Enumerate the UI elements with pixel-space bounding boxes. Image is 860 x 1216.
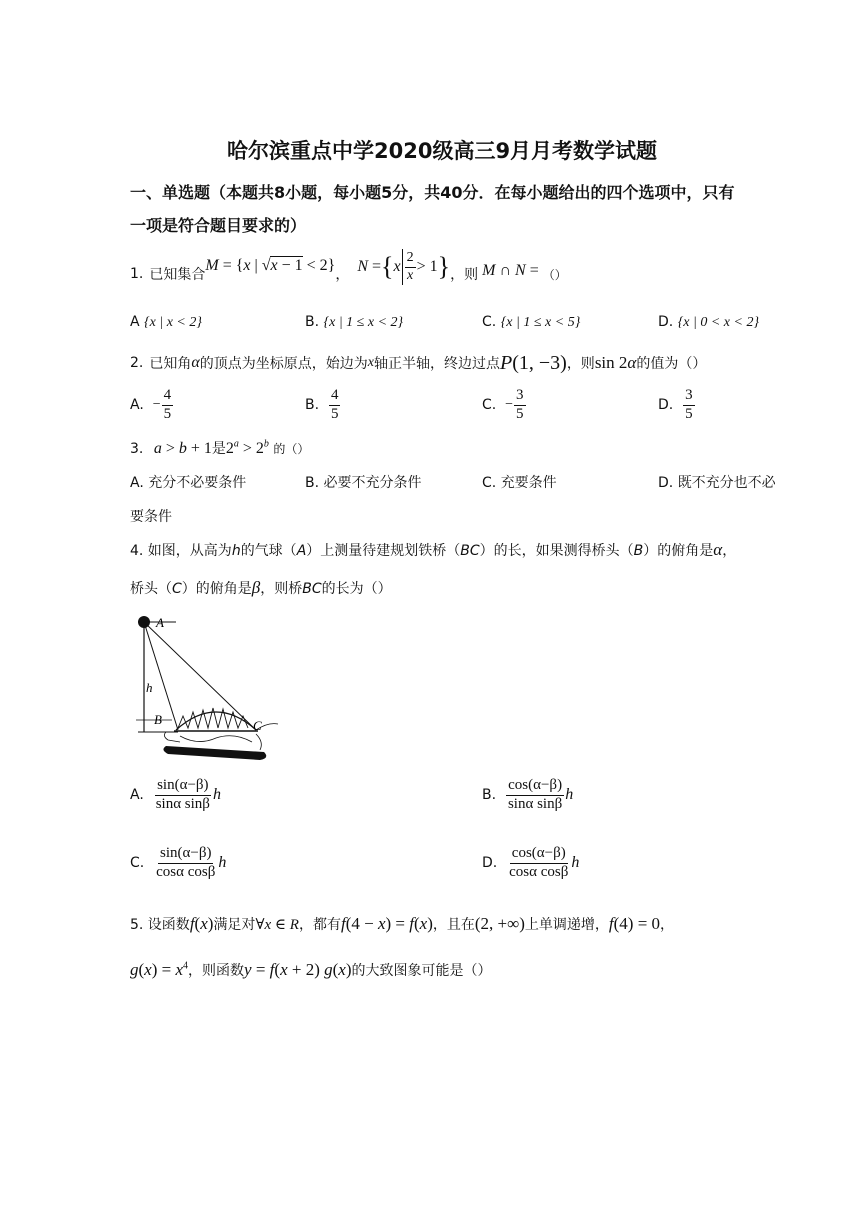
q1-set-n: N = { x $\frac{2}{x}$ > 1 }	[357, 249, 450, 285]
question-3: 3. a > b + 1是$2^a > 2^b$ 的（）	[130, 438, 310, 457]
figure-label-h: h	[146, 680, 153, 695]
q1-option-b: B. {x | 1 ≤ x < 2}	[305, 314, 404, 330]
q1-intersection: M ∩ N =	[482, 262, 539, 279]
q2-text-1: 已知角	[149, 356, 192, 372]
q1-then: ，则	[450, 267, 479, 283]
q2-alpha: α	[191, 354, 200, 371]
q2-option-a: A. − $\frac{4}{5}$	[130, 387, 172, 422]
q3-option-d: D. 既不充分也不必	[658, 475, 776, 491]
section-heading-line2: 一项是符合题目要求的）	[130, 216, 307, 235]
figure-label-a: A	[156, 615, 164, 630]
q1-option-a: A {x | x < 2}	[130, 314, 202, 330]
q4-option-c: C. $\frac{\sin(\alpha-\beta)}{\text{cosα cosβ}}$ h	[130, 845, 227, 880]
q1-number: 1.	[130, 266, 144, 282]
q4-option-b: B. $\frac{\cos(\alpha-\beta)}{\text{sinα sinβ}}$ h	[482, 777, 574, 812]
q1-set-m: M = {x | √x − 1 < 2}	[205, 257, 336, 274]
q3-option-d-wrap: 要条件	[130, 509, 172, 525]
q1-comma: ，	[335, 267, 350, 283]
q3-option-a: A. 充分不必要条件	[130, 475, 247, 491]
q1-option-c: C. {x | 1 ≤ x < 5}	[482, 314, 581, 330]
q3-option-b: B. 必要不充分条件	[305, 475, 422, 491]
question-5-line1: 5. 设函数f(x)满足对∀x ∈ R，都有f(4 − x) = f(x)，且在(2, +∞)上单调递增，f(4) = 0，	[130, 914, 675, 933]
q1-blank: （）	[542, 267, 567, 282]
q2-x: x	[367, 355, 374, 370]
page-title: 哈尔滨重点中学2020级高三9月月考数学试题	[227, 139, 658, 163]
question-5-line2: $g(x) = x^4$，则函数y = f(x + 2) g(x)的大致图象可能是（）	[130, 960, 492, 979]
q2-text-5: 的值为（）	[636, 356, 707, 372]
figure-label-c: C	[253, 718, 262, 733]
q2-point: P(1, −3)	[499, 351, 567, 374]
q1-prefix: 已知集合	[149, 267, 206, 283]
q2-expr: sin 2α	[594, 353, 637, 372]
q2-number: 2.	[130, 355, 144, 371]
question-1	[130, 248, 567, 300]
q4-option-d: D. $\frac{\cos(\alpha-\beta)}{\text{cosα cosβ}}$ h	[482, 845, 580, 880]
question-4-line2: 桥头（C）的俯角是β，则桥BC的长为（）	[130, 578, 392, 597]
q2-text-4: ，则	[566, 356, 595, 372]
q2-text-3: 轴正半轴，终边过点	[373, 356, 500, 372]
q2-option-d: D. $\frac{3}{5}$	[658, 387, 693, 422]
q1-option-d: D. {x | 0 < x < 2}	[658, 314, 760, 330]
q3-option-c: C. 充要条件	[482, 475, 557, 491]
section-heading-line1: 一、单选题（本题共8小题，每小题5分，共40分．在每小题给出的四个选项中，只有	[130, 183, 735, 202]
q4-option-a: A. $\frac{\sin(\alpha-\beta)}{\text{sinα sinβ}}$ h	[130, 777, 221, 812]
bridge-figure	[128, 612, 283, 764]
q2-option-b: B. $\frac{4}{5}$	[305, 387, 339, 422]
figure-label-b: B	[154, 712, 162, 727]
q2-text-2: 的顶点为坐标原点，始边为	[199, 356, 368, 372]
question-4-line1: 4. 如图，从高为h的气球（A）上测量待建规划铁桥（BC）的长，如果测得桥头（B）的俯角是α，	[130, 540, 737, 559]
question-2	[130, 350, 706, 376]
q2-option-c: C. − $\frac{3}{5}$	[482, 387, 524, 422]
